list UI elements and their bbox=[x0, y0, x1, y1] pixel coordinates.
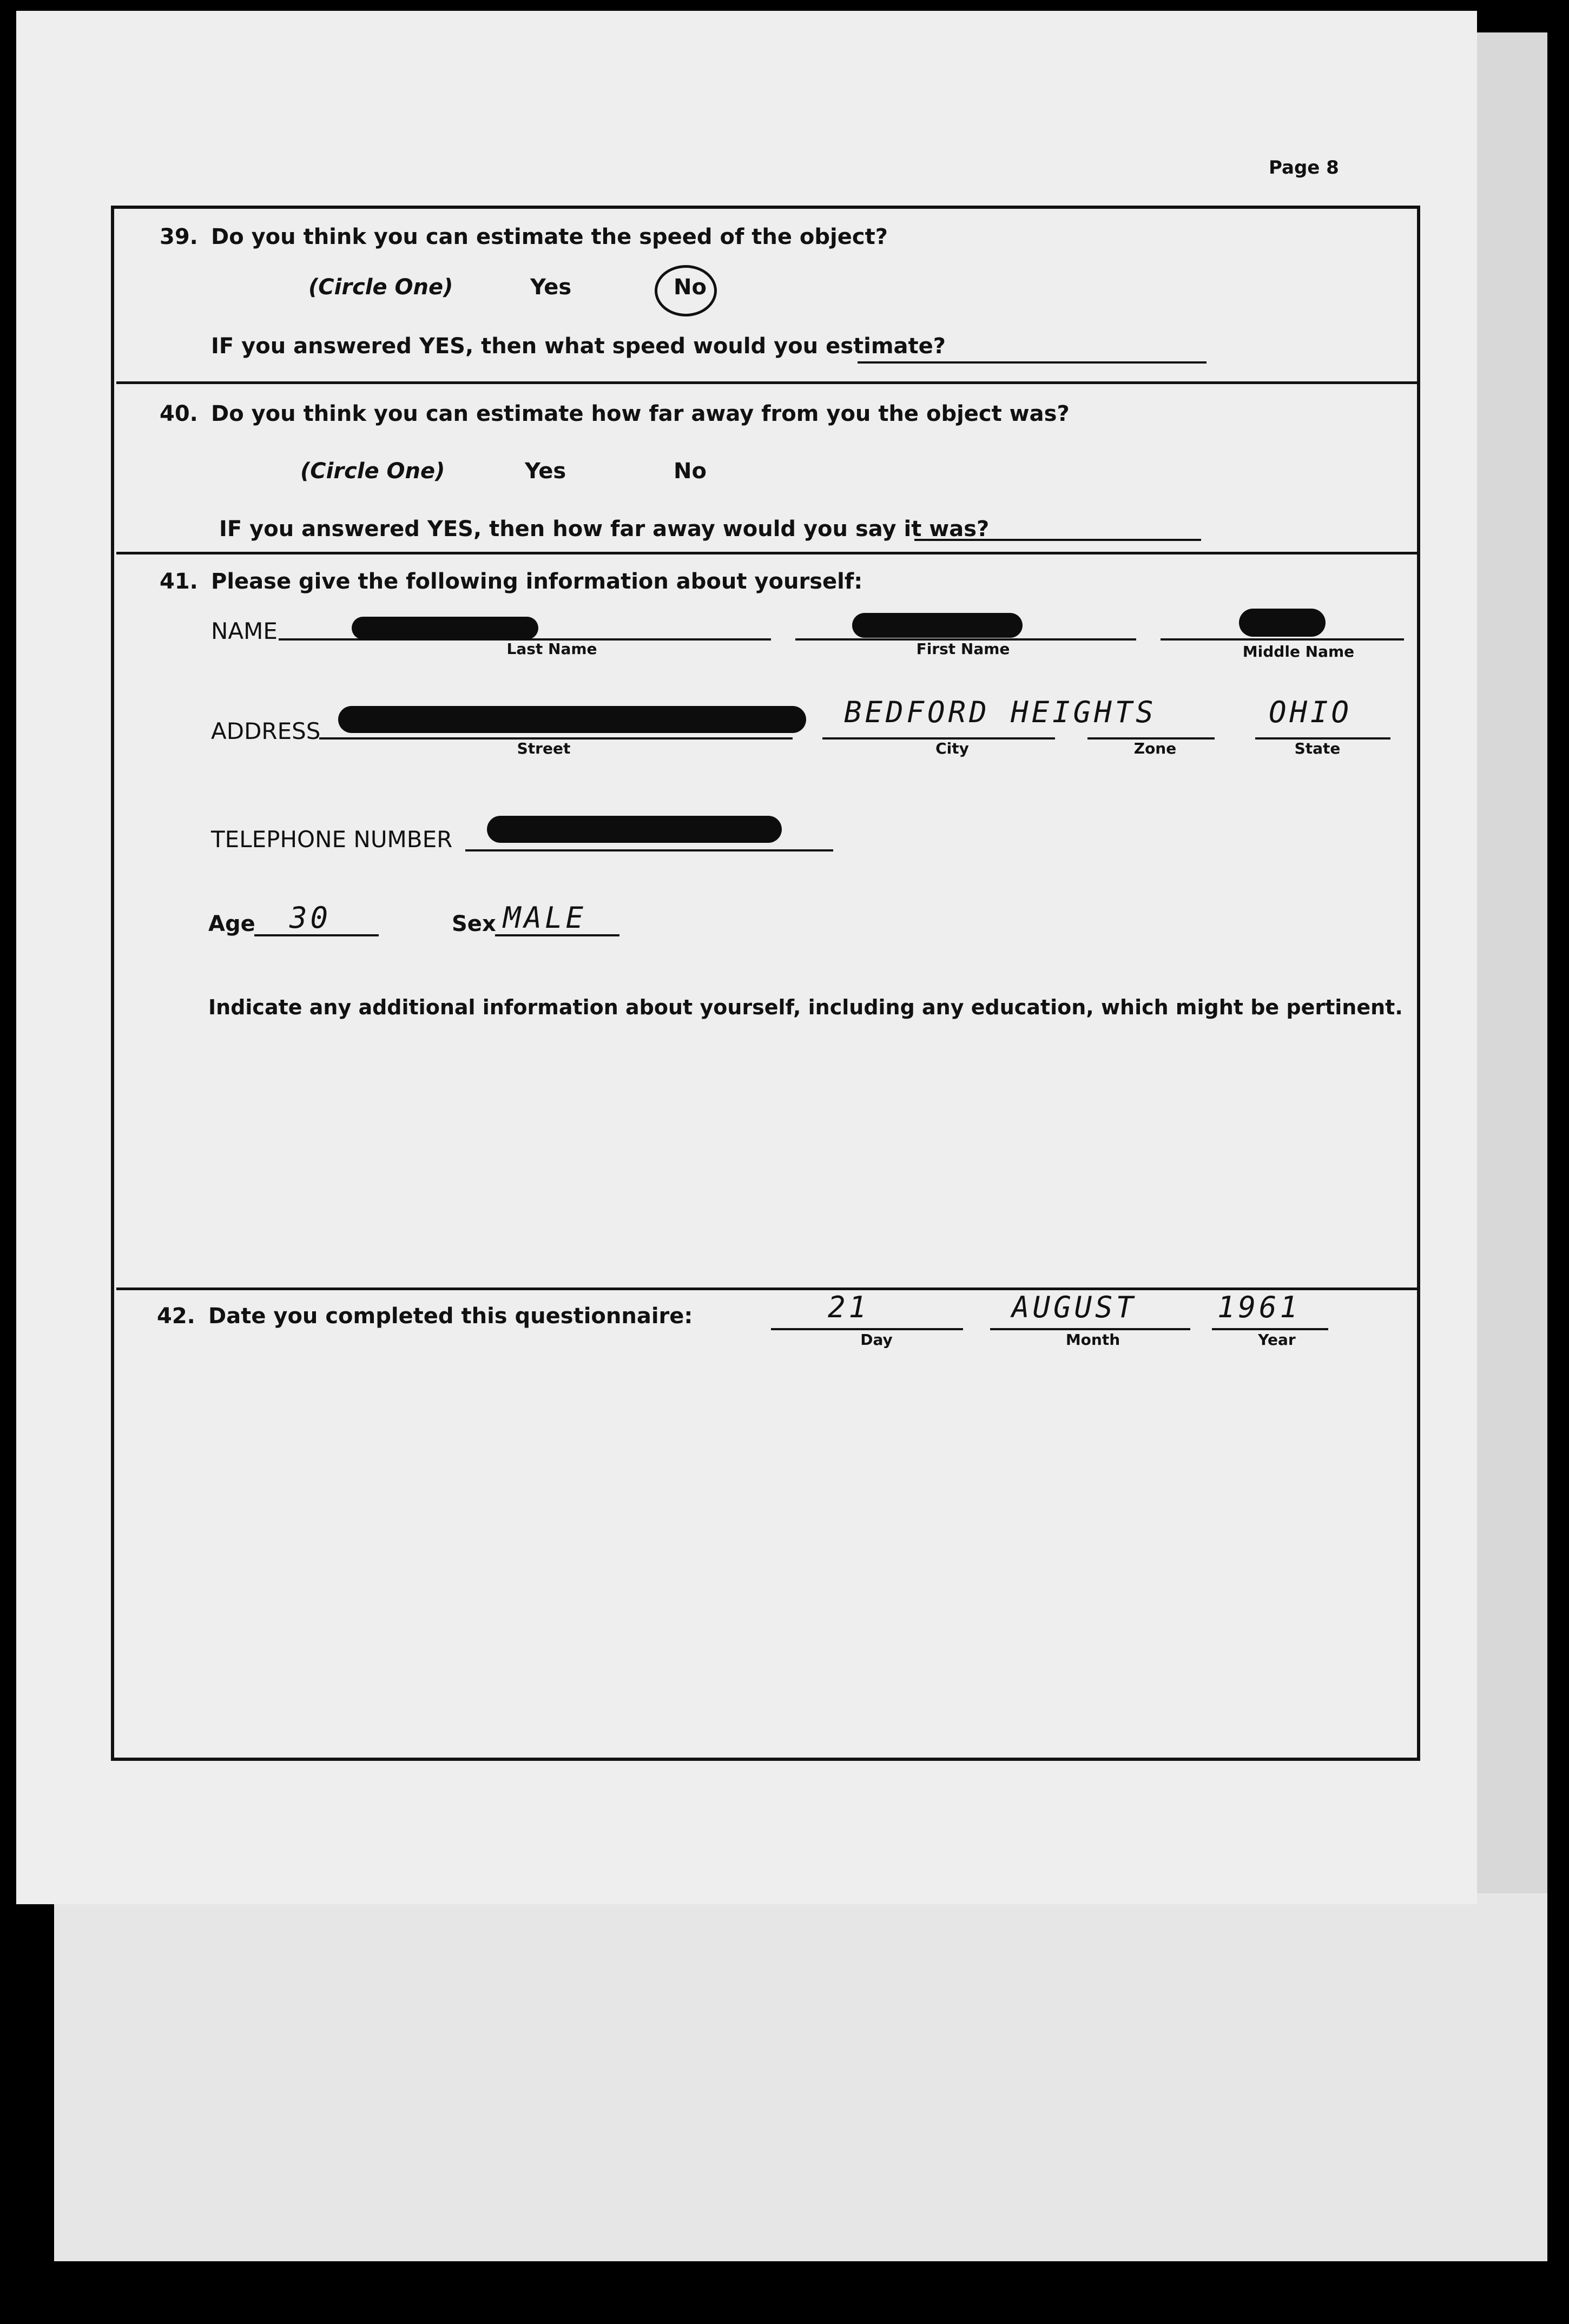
last-name-caption: Last Name bbox=[506, 640, 597, 658]
middle-name-caption: Middle Name bbox=[1242, 643, 1355, 661]
day-caption: Day bbox=[860, 1331, 893, 1349]
name-label: NAME bbox=[211, 618, 278, 644]
page-shadow-bottom bbox=[54, 1893, 1547, 2261]
year-caption: Year bbox=[1258, 1331, 1296, 1349]
answer-circle-mark bbox=[655, 265, 717, 316]
address-label: ADDRESS bbox=[211, 718, 321, 744]
q40-question: Do you think you can estimate how far away from you the object was? bbox=[211, 401, 1070, 426]
q40-circle-one: (Circle One) bbox=[300, 459, 445, 484]
age-value: 30 bbox=[289, 901, 332, 935]
telephone-label: TELEPHONE NUMBER bbox=[211, 826, 453, 853]
questionnaire-frame bbox=[111, 206, 1420, 1761]
q39-yes-option[interactable]: Yes bbox=[530, 275, 572, 300]
page-shadow-right bbox=[1477, 32, 1547, 1893]
year-value: 1961 bbox=[1217, 1290, 1301, 1324]
q39-speed-answer-line bbox=[858, 361, 1207, 364]
month-line bbox=[990, 1328, 1190, 1330]
redacted-telephone bbox=[487, 816, 782, 843]
city-value: BEDFORD HEIGHTS bbox=[844, 695, 1157, 729]
redacted-first-name bbox=[852, 613, 1023, 638]
q40-followup: IF you answered YES, then how far away would you say it was? bbox=[219, 517, 990, 542]
month-caption: Month bbox=[1065, 1331, 1120, 1349]
first-name-caption: First Name bbox=[916, 640, 1010, 658]
q40-number: 40. bbox=[160, 401, 198, 426]
q39-followup: IF you answered YES, then what speed would you estimate? bbox=[211, 334, 946, 359]
age-label: Age bbox=[208, 912, 255, 936]
day-line bbox=[771, 1328, 963, 1330]
additional-info-prompt: Indicate any additional information about yourself, including any education, which might be pertinent. bbox=[208, 995, 1403, 1019]
q42-question: Date you completed this questionnaire: bbox=[208, 1304, 693, 1329]
q39-circle-one: (Circle One) bbox=[308, 275, 453, 300]
sex-value: MALE bbox=[503, 901, 587, 935]
state-caption: State bbox=[1294, 740, 1341, 757]
middle-name-line bbox=[1161, 638, 1404, 641]
telephone-line bbox=[465, 849, 833, 851]
street-caption: Street bbox=[517, 740, 571, 757]
day-value: 21 bbox=[828, 1290, 870, 1324]
page-number: Page 8 bbox=[1269, 157, 1339, 179]
q39-no-option[interactable]: No bbox=[674, 275, 707, 300]
redacted-middle-name bbox=[1239, 609, 1326, 637]
q40-no-option[interactable]: No bbox=[674, 459, 707, 484]
month-value: AUGUST bbox=[1012, 1290, 1137, 1324]
q40-yes-option[interactable]: Yes bbox=[525, 459, 566, 484]
divider-40-41 bbox=[116, 552, 1420, 554]
redacted-last-name bbox=[352, 617, 538, 639]
sex-label: Sex bbox=[452, 912, 496, 936]
q39-question: Do you think you can estimate the speed of the object? bbox=[211, 225, 888, 249]
q41-question: Please give the following information about yourself: bbox=[211, 569, 863, 594]
year-line bbox=[1212, 1328, 1328, 1330]
city-caption: City bbox=[935, 740, 969, 757]
zone-caption: Zone bbox=[1133, 740, 1177, 757]
divider-39-40 bbox=[116, 381, 1420, 384]
q42-number: 42. bbox=[157, 1304, 195, 1329]
q41-number: 41. bbox=[160, 569, 198, 594]
q40-distance-answer-line bbox=[914, 539, 1201, 541]
redacted-street bbox=[338, 706, 806, 733]
q39-number: 39. bbox=[160, 225, 198, 249]
state-value: OHIO bbox=[1269, 695, 1353, 729]
